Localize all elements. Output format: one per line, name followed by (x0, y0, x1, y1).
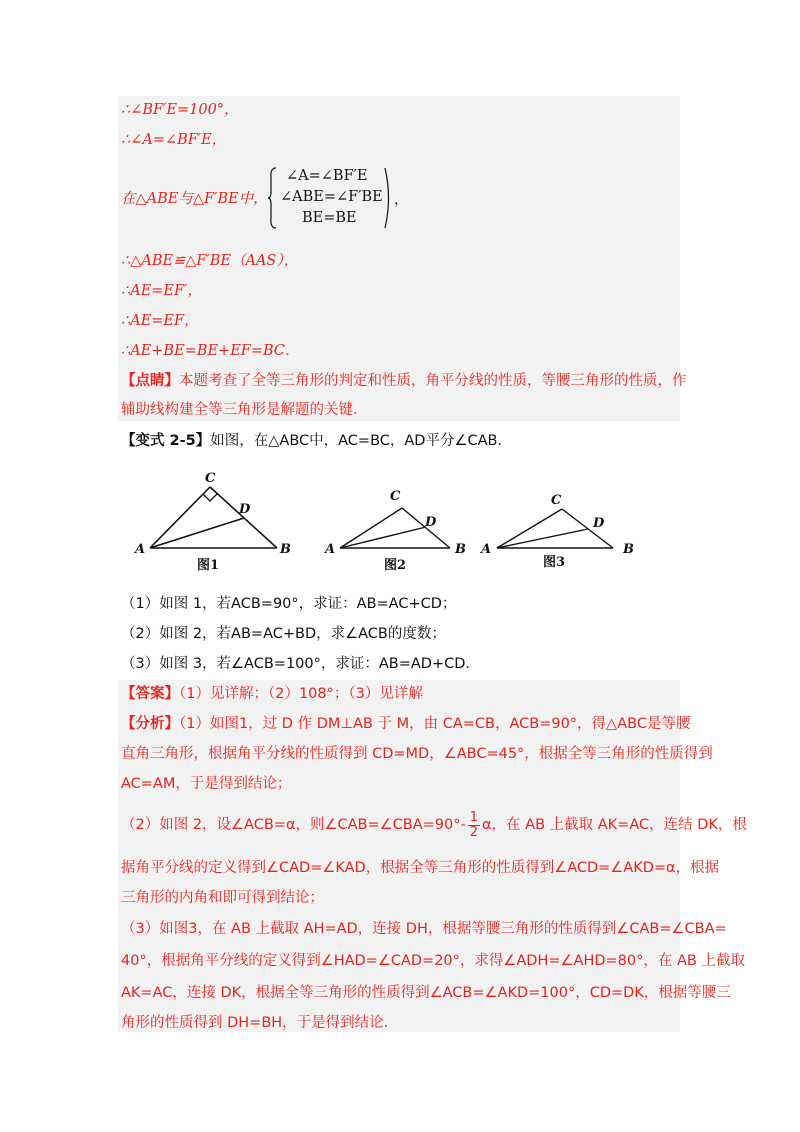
answer-text: （1）见详解；（2）108°；（3）见详解 (179, 686, 423, 702)
question-1: （1）如图 1，若ACB=90°，求证：AB=AC+CD； (121, 596, 457, 612)
fig3-vertex-b: B (623, 542, 634, 557)
fraction-numerator: 1 (469, 809, 478, 825)
fig1-vertex-c: C (205, 471, 216, 486)
analysis-p3-line-4: 角形的性质得到 DH=BH，于是得到结论． (121, 1015, 399, 1031)
fig1-vertex-b: B (280, 542, 291, 557)
analysis-p1-line-3: AC=AM，于是得到结论； (121, 776, 292, 792)
analysis-p1-text-1: （1）如图1，过 D 作 DM⊥AB 于 M，由 CA=CB，ACB=90°，得△ABC是等腰 (179, 716, 691, 732)
analysis-tag: 【分析】 (121, 716, 179, 732)
figure-1 (133, 471, 291, 572)
solution-line-5: ∴AE=EF′， (121, 283, 202, 299)
right-paren-icon (383, 166, 393, 230)
comment-tag: 【点睛】 (121, 373, 179, 389)
comment-text-1: 本题考查了全等三角形的判定和性质，角平分线的性质，等腰三角形的性质，作 (179, 373, 687, 389)
right-angle-mark (203, 494, 217, 501)
fig2-label: 图2 (384, 558, 407, 572)
system-tail: ， (394, 192, 409, 208)
triangle-figures (125, 462, 645, 572)
system-row-1: ∠A=∠BF′E (286, 168, 368, 184)
analysis-p2-line-1 (121, 810, 747, 840)
solution-line-7: ∴AE+BE=BE+EF=BC． (121, 343, 300, 359)
analysis-p1-line-2: 直角三角形，根据角平分线的性质得到 CD=MD，∠ABC=45°，根据全等三角形的性质得到 (121, 746, 713, 762)
fig2-vertex-d: D (425, 515, 437, 530)
analysis-p2-line-3: 三角形的内角和即可得到结论； (121, 890, 324, 906)
answer-line (121, 684, 423, 704)
analysis-p3-line-3: AK=AC，连接 DK，根据全等三角形的性质得到∠ACB=∠AKD=100°，CD=DK，根据等腰三 (121, 985, 731, 1001)
figure-3 (479, 493, 634, 570)
solution-line-4: ∴△ABE≌△F′BE（AAS）， (121, 253, 299, 269)
fig3-vertex-d: D (593, 516, 605, 531)
figure-2 (323, 489, 466, 572)
solution-line-2: ∴∠A=∠BF′E， (121, 132, 227, 148)
analysis-p2-pre: （2）如图 2，设∠ACB=α，则∠CAB=∠CBA=90°- (121, 817, 466, 833)
system-row-2: ∠ABE=∠F′BE (280, 189, 383, 205)
analysis-p3-line-2: 40°，根据角平分线的定义得到∠HAD=∠CAD=20°，求得∠ADH=∠AHD=80°，在 AB 上截取 (121, 953, 745, 969)
half-fraction (468, 811, 480, 840)
solution-line-1: ∴∠BF′E=100°， (121, 102, 239, 118)
system-row-3: BE=BE (302, 210, 357, 226)
fig1-label: 图1 (197, 558, 220, 572)
fig2-vertex-b: B (455, 542, 466, 557)
comment-line-1 (121, 371, 687, 391)
solution-line-6: ∴AE=EF， (121, 313, 199, 329)
fig3-label: 图3 (543, 555, 566, 570)
fig2-vertex-c: C (390, 489, 401, 504)
problem-stem-text: 如图，在△ABC中，AC=BC，AD平分∠CAB． (210, 433, 512, 449)
problem-stem (121, 431, 512, 451)
question-2: （2）如图 2，若AB=AC+BD，求∠ACB的度数； (121, 626, 446, 642)
comment-line-2: 辅助线构建全等三角形是解题的关键． (121, 402, 368, 418)
analysis-p1-line-1 (121, 714, 690, 734)
analysis-p3-line-1: （3）如图3，在 AB 上截取 AH=AD，连接 DH，根据等腰三角形的性质得到∠CAB=∠CBA= (121, 921, 727, 937)
fig1-vertex-d: D (239, 502, 251, 517)
fig2-vertex-a: A (325, 542, 336, 557)
fig1-vertex-a: A (135, 542, 146, 557)
solution-line-3: 在△ABE与△F′BE中， (121, 191, 268, 207)
question-3: （3）如图 3，若∠ACB=100°，求证：AB=AD+CD． (121, 656, 480, 672)
problem-tag: 【变式 2-5】 (121, 433, 211, 449)
congruence-system (268, 166, 409, 230)
fraction-denominator: 2 (469, 824, 478, 840)
fig3-vertex-a: A (481, 542, 492, 557)
analysis-p2-line-2: 据角平分线的定义得到∠CAD=∠KAD，根据全等三角形的性质得到∠ACD=∠AKD=α，根据 (121, 860, 720, 876)
fig3-vertex-c: C (551, 493, 562, 508)
analysis-p2-post: α，在 AB 上截取 AK=AC，连结 DK，根 (482, 817, 747, 833)
left-brace-icon (268, 166, 278, 230)
answer-tag: 【答案】 (121, 686, 179, 702)
